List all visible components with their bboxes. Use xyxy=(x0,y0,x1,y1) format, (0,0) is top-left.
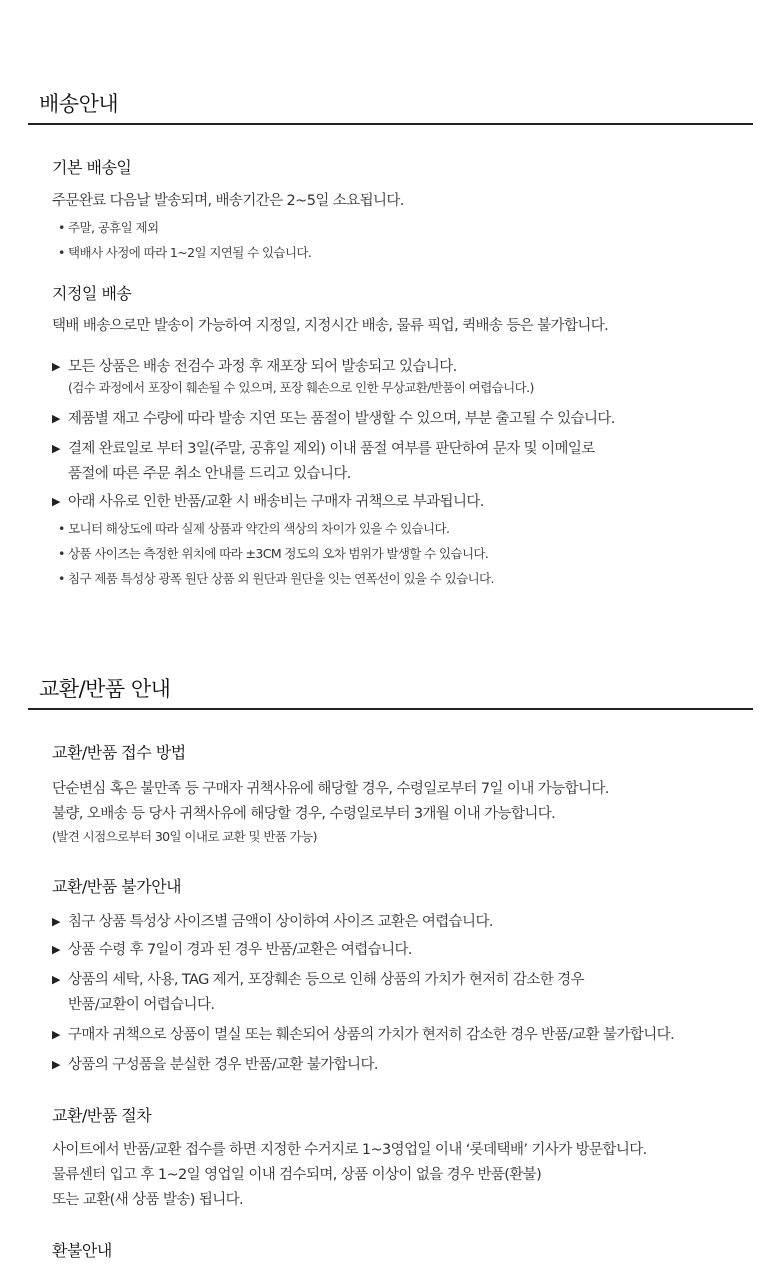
arrow-icon: ▶ xyxy=(52,442,60,455)
designated-shipping-text: 택배 배송으로만 발송이 가능하여 지정일, 지정시간 배송, 물류 픽업, 퀵배송 등은 불가합니다. xyxy=(52,318,609,334)
return-method-line-1: 단순변심 혹은 불만족 등 구매자 귀책사유에 해당할 경우, 수령일로부터 7일 이내 가능합니다. xyxy=(52,781,609,797)
unavailable-item-5: ▶ 상품의 구성품을 분실한 경우 반품/교환 불가합니다. xyxy=(52,1057,378,1073)
arrow-icon: ▶ xyxy=(52,1028,60,1041)
bullet-icon: • xyxy=(58,546,65,561)
arrow-icon: ▶ xyxy=(52,915,60,928)
basic-bullet-2: • 택배사 사정에 따라 1~2일 지연될 수 있습니다. xyxy=(58,245,312,260)
shipping-section-title: 배송안내 xyxy=(39,92,119,116)
notice-sub-bullet-1: • 모니터 해상도에 따라 실제 상품과 약간의 색상의 차이가 있을 수 있습니다. xyxy=(58,521,450,536)
returns-section-title: 교환/반품 안내 xyxy=(39,677,171,701)
returns-divider xyxy=(28,708,753,710)
return-unavailable-heading: 교환/반품 불가안내 xyxy=(52,877,182,896)
shipping-notice-3-cont: 품절에 따른 주문 취소 안내를 드리고 있습니다. xyxy=(68,466,351,482)
notice-sub-bullet-3: • 침구 제품 특성상 광폭 원단 상품 외 원단과 원단을 잇는 연폭선이 있을 수 있습니다. xyxy=(58,571,494,586)
shipping-notice-1-note: (검수 과정에서 포장이 훼손될 수 있으며, 포장 훼손으로 인한 무상교환/반품이 여렵습니다.) xyxy=(68,380,534,395)
unavailable-item-2: ▶ 상품 수령 후 7일이 경과 된 경우 반품/교환은 여렵습니다. xyxy=(52,942,412,958)
basic-shipping-heading: 기본 배송일 xyxy=(52,158,132,177)
return-procedure-line-3: 또는 교환(새 상품 발송) 됩니다. xyxy=(52,1192,244,1208)
return-procedure-line-1: 사이트에서 반품/교환 접수를 하면 지정한 수거지로 1~3영업일 이내 ‘롯데택배’ 기사가 방문합니다. xyxy=(52,1142,647,1158)
arrow-icon: ▶ xyxy=(52,973,60,986)
unavailable-item-1: ▶ 침구 상품 특성상 사이즈별 금액이 상이하여 사이즈 교환은 여렵습니다. xyxy=(52,914,493,930)
designated-shipping-heading: 지정일 배송 xyxy=(52,284,132,303)
bullet-icon: • xyxy=(58,521,65,536)
bullet-icon: • xyxy=(58,571,65,586)
refund-heading: 환불안내 xyxy=(52,1241,112,1260)
arrow-icon: ▶ xyxy=(52,943,60,956)
bullet-icon: • xyxy=(58,245,65,260)
basic-shipping-text: 주문완료 다음날 발송되며, 배송기간은 2~5일 소요됩니다. xyxy=(52,193,404,209)
return-procedure-heading: 교환/반품 절차 xyxy=(52,1106,152,1125)
shipping-divider xyxy=(28,123,753,125)
unavailable-item-3-cont: 반품/교환이 어렵습니다. xyxy=(68,997,215,1013)
arrow-icon: ▶ xyxy=(52,360,60,373)
return-method-line-2: 불량, 오배송 등 당사 귀책사유에 해당할 경우, 수령일로부터 3개월 이내 가능합니다. xyxy=(52,806,556,822)
shipping-notice-4: ▶ 아래 사유로 인한 반품/교환 시 배송비는 구매자 귀책으로 부과됩니다. xyxy=(52,494,484,510)
arrow-icon: ▶ xyxy=(52,412,60,425)
shipping-notice-1: ▶ 모든 상품은 배송 전검수 과정 후 재포장 되어 발송되고 있습니다. xyxy=(52,359,457,375)
notice-sub-bullet-2: • 상품 사이즈는 측정한 위치에 따라 ±3CM 정도의 오차 범위가 발생할 수 있습니다. xyxy=(58,546,489,561)
arrow-icon: ▶ xyxy=(52,1058,60,1071)
unavailable-item-4: ▶ 구매자 귀책으로 상품이 멸실 또는 훼손되어 상품의 가치가 현저히 감소한 경우 반품/교환 불가합니다. xyxy=(52,1027,675,1043)
return-method-heading: 교환/반품 접수 방법 xyxy=(52,743,186,762)
return-procedure-line-2: 물류센터 입고 후 1~2일 영업일 이내 검수되며, 상품 이상이 없을 경우 반품(환불) xyxy=(52,1167,542,1183)
return-method-note: (발견 시점으로부터 30일 이내로 교환 및 반품 가능) xyxy=(52,829,317,844)
shipping-notice-3: ▶ 결제 완료일로 부터 3일(주말, 공휴일 제외) 이내 품절 여부를 판단하여 문자 및 이메일로 xyxy=(52,441,595,457)
unavailable-item-3: ▶ 상품의 세탁, 사용, TAG 제거, 포장훼손 등으로 인해 상품의 가치가 현저히 감소한 경우 xyxy=(52,972,584,988)
shipping-notice-2: ▶ 제품별 재고 수량에 따라 발송 지연 또는 품절이 발생할 수 있으며, 부분 출고될 수 있습니다. xyxy=(52,411,615,427)
basic-bullet-1: • 주말, 공휴일 제외 xyxy=(58,220,159,235)
bullet-icon: • xyxy=(58,220,65,235)
arrow-icon: ▶ xyxy=(52,495,60,508)
